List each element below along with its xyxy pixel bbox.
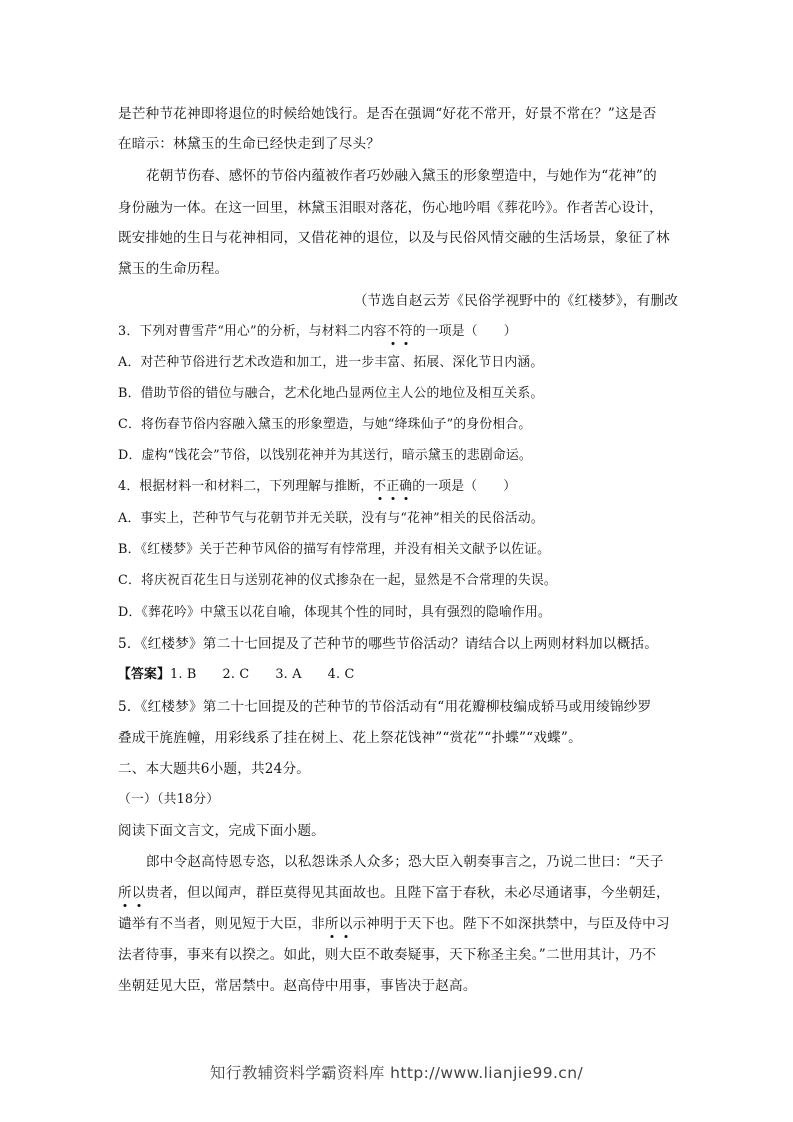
question-text: 的一项是（ ） xyxy=(412,324,517,339)
instruction: 阅读下面文言文，完成下面小题。 xyxy=(118,823,325,839)
emphasis-char-text: 所 xyxy=(118,885,132,901)
emphasis-char xyxy=(118,885,132,901)
emphasis-dot xyxy=(378,497,381,500)
emphasis-dot xyxy=(344,935,347,938)
emphasis-char xyxy=(339,916,353,932)
emphasis-char xyxy=(386,479,399,494)
emphasis-char xyxy=(325,916,339,932)
answer-label: 【答案】 xyxy=(118,667,170,682)
paragraph-line: 是芒种节花神即将退位的时候给她饯行。是否在强调“好花不常开，好景不常在？”这是否 xyxy=(118,106,657,122)
question-4 xyxy=(118,477,678,497)
emphasis-dot xyxy=(405,342,408,345)
emphasis-char xyxy=(132,885,146,901)
emphasis-char-text: 以 xyxy=(338,916,353,932)
classical-text: 贵者，但以闻声，群臣莫得见其面故也。且陛下富于春秋，未必尽通诸事，今坐朝廷， xyxy=(145,885,670,901)
emphasis-dot xyxy=(404,497,407,500)
classical-text: 示神明于天下也。陛下不如深拱禁中，与臣及侍中习 xyxy=(352,916,670,932)
emphasis-char-text: 不 xyxy=(386,324,400,339)
classical-text-line xyxy=(118,883,678,903)
paragraph-line: 既安排她的生日与花神相同，又借花神的退位，以及与民俗风情交融的生活场景，象征了林 xyxy=(118,230,670,246)
emphasis-dot xyxy=(137,904,140,907)
option-a: A．事实上，芒种节气与花朝节并无关联，没有与“花神”相关的民俗活动。 xyxy=(118,511,544,526)
classical-text-line xyxy=(118,914,678,934)
question-text: 4．根据材料一和材料二，下列理解与推断， xyxy=(118,479,374,494)
option-b: B．《红楼梦》关于芒种节风俗的描写有悖常理，并没有相关文献予以佐证。 xyxy=(118,542,551,557)
emphasis-char-text: 确 xyxy=(399,479,413,494)
emphasis-char-text: 以 xyxy=(131,885,146,901)
emphasis-dot xyxy=(123,904,126,907)
emphasis-char-text: 符 xyxy=(399,324,413,339)
option-d: D．虚构“饯花会”节俗，以饯别花神并为其送行，暗示黛玉的悲剧命运。 xyxy=(118,448,532,463)
emphasis-char-text: 不 xyxy=(373,479,387,494)
answer-line xyxy=(118,665,678,685)
emphasis-char-text: 正 xyxy=(386,479,400,494)
subsection-heading: （一）（共18分） xyxy=(118,792,220,807)
emphasis-char xyxy=(373,479,386,494)
emphasis-char xyxy=(400,324,413,339)
option-c: C．将伤春节俗内容融入黛玉的形象塑造，与她“绛珠仙子”的身份相合。 xyxy=(118,417,532,432)
emphasis-char xyxy=(399,479,412,494)
option-a: A．对芒种节俗进行艺术改造和加工，进一步丰富、拓展、深化节日内涵。 xyxy=(118,355,544,370)
emphasis-dot xyxy=(330,935,333,938)
answer-5-line: 5．《红楼梦》第二十七回提及的芒种节的节俗活动有“用花瓣柳枝编成轿马或用绫锦纱罗 xyxy=(118,699,652,715)
answer-5-line: 叠成干旄旌幢，用彩线系了挂在树上、花上祭花饯神”“赏花”“扑蝶”“戏蝶”。 xyxy=(118,730,582,746)
footer-watermark: 知行教辅资料学霸资料库 http://www.lianjie99.cn/ xyxy=(209,1064,584,1082)
question-text: 3．下列对曹雪芹“用心”的分析，与材料二内容 xyxy=(118,324,387,339)
option-b: B．借助节俗的错位与融合，艺术化地凸显两位主人公的地位及相互关系。 xyxy=(118,386,544,401)
section-heading: 二、本大题共6小题，共24分。 xyxy=(118,761,311,777)
classical-text-line: 坐朝廷见大臣，常居禁中。赵高侍中用事，事皆决于赵高。 xyxy=(118,978,477,994)
paragraph-line: 身份融为一体。在这一回里，林黛玉泪眼对落花，伤心地吟唱《葬花吟》。作者苦心设计， xyxy=(118,200,663,216)
emphasis-dot xyxy=(392,342,395,345)
answer-text: 1. B 2. C 3. A 4. C xyxy=(170,667,355,682)
emphasis-dot xyxy=(391,497,394,500)
question-text: 的一项是（ ） xyxy=(412,479,517,494)
classical-text-line: 郎中令赵高恃恩专恣，以私怨诛杀人众多；恐大臣入朝奏事言之，乃说二世曰：“天子 xyxy=(146,854,664,870)
emphasis-char xyxy=(387,324,400,339)
paragraph-line: 黛玉的生命历程。 xyxy=(118,261,229,277)
option-d: D．《葬花吟》中黛玉以花自喻，体现其个性的同时，具有强烈的隐喻作用。 xyxy=(118,605,551,620)
source-citation: （节选自赵云芳《民俗学视野中的《红楼梦》，有删改 xyxy=(353,293,678,309)
paragraph-line: 在暗示：林黛玉的生命已经快走到了尽头？ xyxy=(118,136,381,152)
paragraph-line: 花朝节伤春、感怀的节俗内蕴被作者巧妙融入黛玉的形象塑造中，与她作为“花神”的 xyxy=(146,168,657,184)
classical-text: 谴举有不当者，则见短于大臣，非 xyxy=(118,916,325,932)
classical-text-line: 法者待事，事来有以揆之。如此，则大臣不敢奏疑事，天下称圣主矣。”二世用其计，乃不 xyxy=(118,947,657,963)
question-5: 5．《红楼梦》第二十七回提及了芒种节的哪些节俗活动？请结合以上两则材料加以概括。 xyxy=(118,636,659,652)
emphasis-char-text: 所 xyxy=(324,916,339,932)
option-c: C．将庆祝百花生日与送别花神的仪式掺杂在一起，显然是不合常理的失误。 xyxy=(118,573,557,588)
question-3 xyxy=(118,322,678,342)
